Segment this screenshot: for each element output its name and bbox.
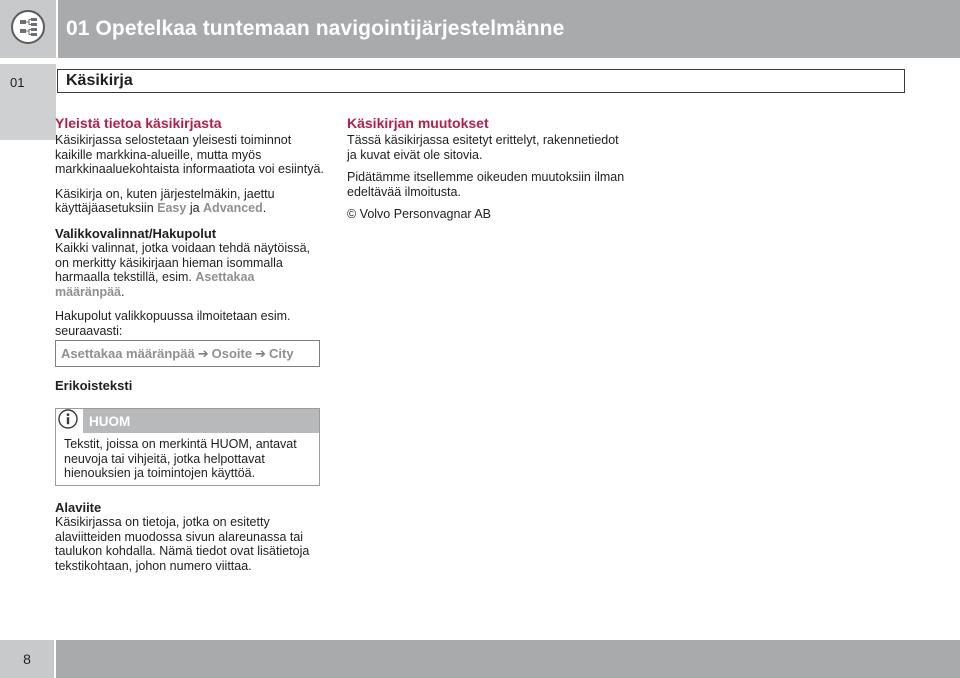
section-title-box xyxy=(57,69,905,93)
general-p2-prefix: Käsikirja on, kuten järjestelmäkin, jaettu käyttäjäasetuksiin xyxy=(55,186,275,216)
footnote-text: Käsikirjassa on tietoja, jotka on esitetty alaviitteiden muodossa sivun alareunassa tai taulukon kohdalla. Nämä tiedot ovat lisätietoja tekstikohtaan, johon numero viittaa. xyxy=(55,515,310,573)
page-number: 8 xyxy=(0,640,54,678)
footnote-heading: Alaviite xyxy=(55,500,102,515)
info-icon xyxy=(58,409,78,434)
special-text-heading: Erikoisteksti xyxy=(55,378,133,393)
general-p2-mid: ja xyxy=(186,201,204,216)
header-icon-box xyxy=(0,0,56,58)
changes-paragraph-2: Pidätämme itsellemme oikeuden muutoksiin ilman edeltävää ilmoitusta. xyxy=(347,170,625,199)
chapter-number: 01 xyxy=(10,75,25,90)
menu-path-box xyxy=(55,340,320,367)
menu-path-step-1: Asettakaa määränpää xyxy=(61,346,195,361)
note-label: HUOM xyxy=(83,409,319,433)
general-p2-suffix: . xyxy=(262,201,267,216)
footer-bar xyxy=(56,640,960,678)
page-title: 01 Opetelkaa tuntemaan navigointijärjestelmänne xyxy=(66,17,565,40)
changes-heading: Käsikirjan muutokset xyxy=(347,115,489,131)
menu-heading: Valikkovalinnat/Hakupolut xyxy=(55,225,217,241)
general-paragraph-1: Käsikirjassa selostetaan yleisesti toiminnot kaikille markkina-alueille, mutta myös markkinaaluekohtaista informaatiota voi esiintyä. xyxy=(55,133,324,177)
menu-path-step-3: City xyxy=(268,346,294,361)
header-title-bar xyxy=(58,0,960,58)
arrow-right-icon: ➔ xyxy=(197,345,209,361)
menu-paragraph-2: Hakupolut valikkopuussa ilmoitetaan esim. seuraavasti: xyxy=(55,309,291,338)
general-paragraph-2 xyxy=(55,187,325,216)
left-column xyxy=(55,115,325,349)
menu-paragraph-1 xyxy=(55,241,325,299)
copyright-text: © Volvo Personvagnar AB xyxy=(347,207,492,222)
right-column xyxy=(347,115,627,232)
changes-paragraph-1: Tässä käsikirjassa esitetyt erittelyt, rakennetiedot ja kuvat eivät ole sitovia. xyxy=(347,133,619,162)
arrow-right-icon: ➔ xyxy=(255,345,266,361)
page-header xyxy=(0,0,960,58)
menu-path-step-2: Osoite xyxy=(211,346,253,361)
navigation-menu-icon xyxy=(10,9,46,50)
section-title: Käsikirja xyxy=(66,72,133,89)
note-box xyxy=(55,408,320,486)
menu-p1-suffix: . xyxy=(121,284,125,299)
easy-mode-label: Easy xyxy=(157,201,187,216)
advanced-mode-label: Advanced xyxy=(203,201,263,216)
note-text: Tekstit, joissa on merkintä HUOM, antavat neuvoja tai vihjeitä, jotka helpottavat hienouksien ja toimintojen käyttöä. xyxy=(64,437,297,481)
footnote-section xyxy=(55,500,325,573)
general-heading: Yleistä tietoa käsikirjasta xyxy=(55,115,222,131)
page-footer xyxy=(0,640,960,678)
menu-p1-prefix: Kaikki valinnat, jotka voidaan tehdä näytöissä, on merkitty käsikirjaan hieman isommalla harmaalla tekstillä, esim. xyxy=(55,240,311,285)
menu-example-label: Asettakaa määränpää xyxy=(55,270,255,299)
note-header xyxy=(56,409,319,433)
chapter-tab xyxy=(0,64,56,140)
note-icon-box xyxy=(56,409,80,433)
